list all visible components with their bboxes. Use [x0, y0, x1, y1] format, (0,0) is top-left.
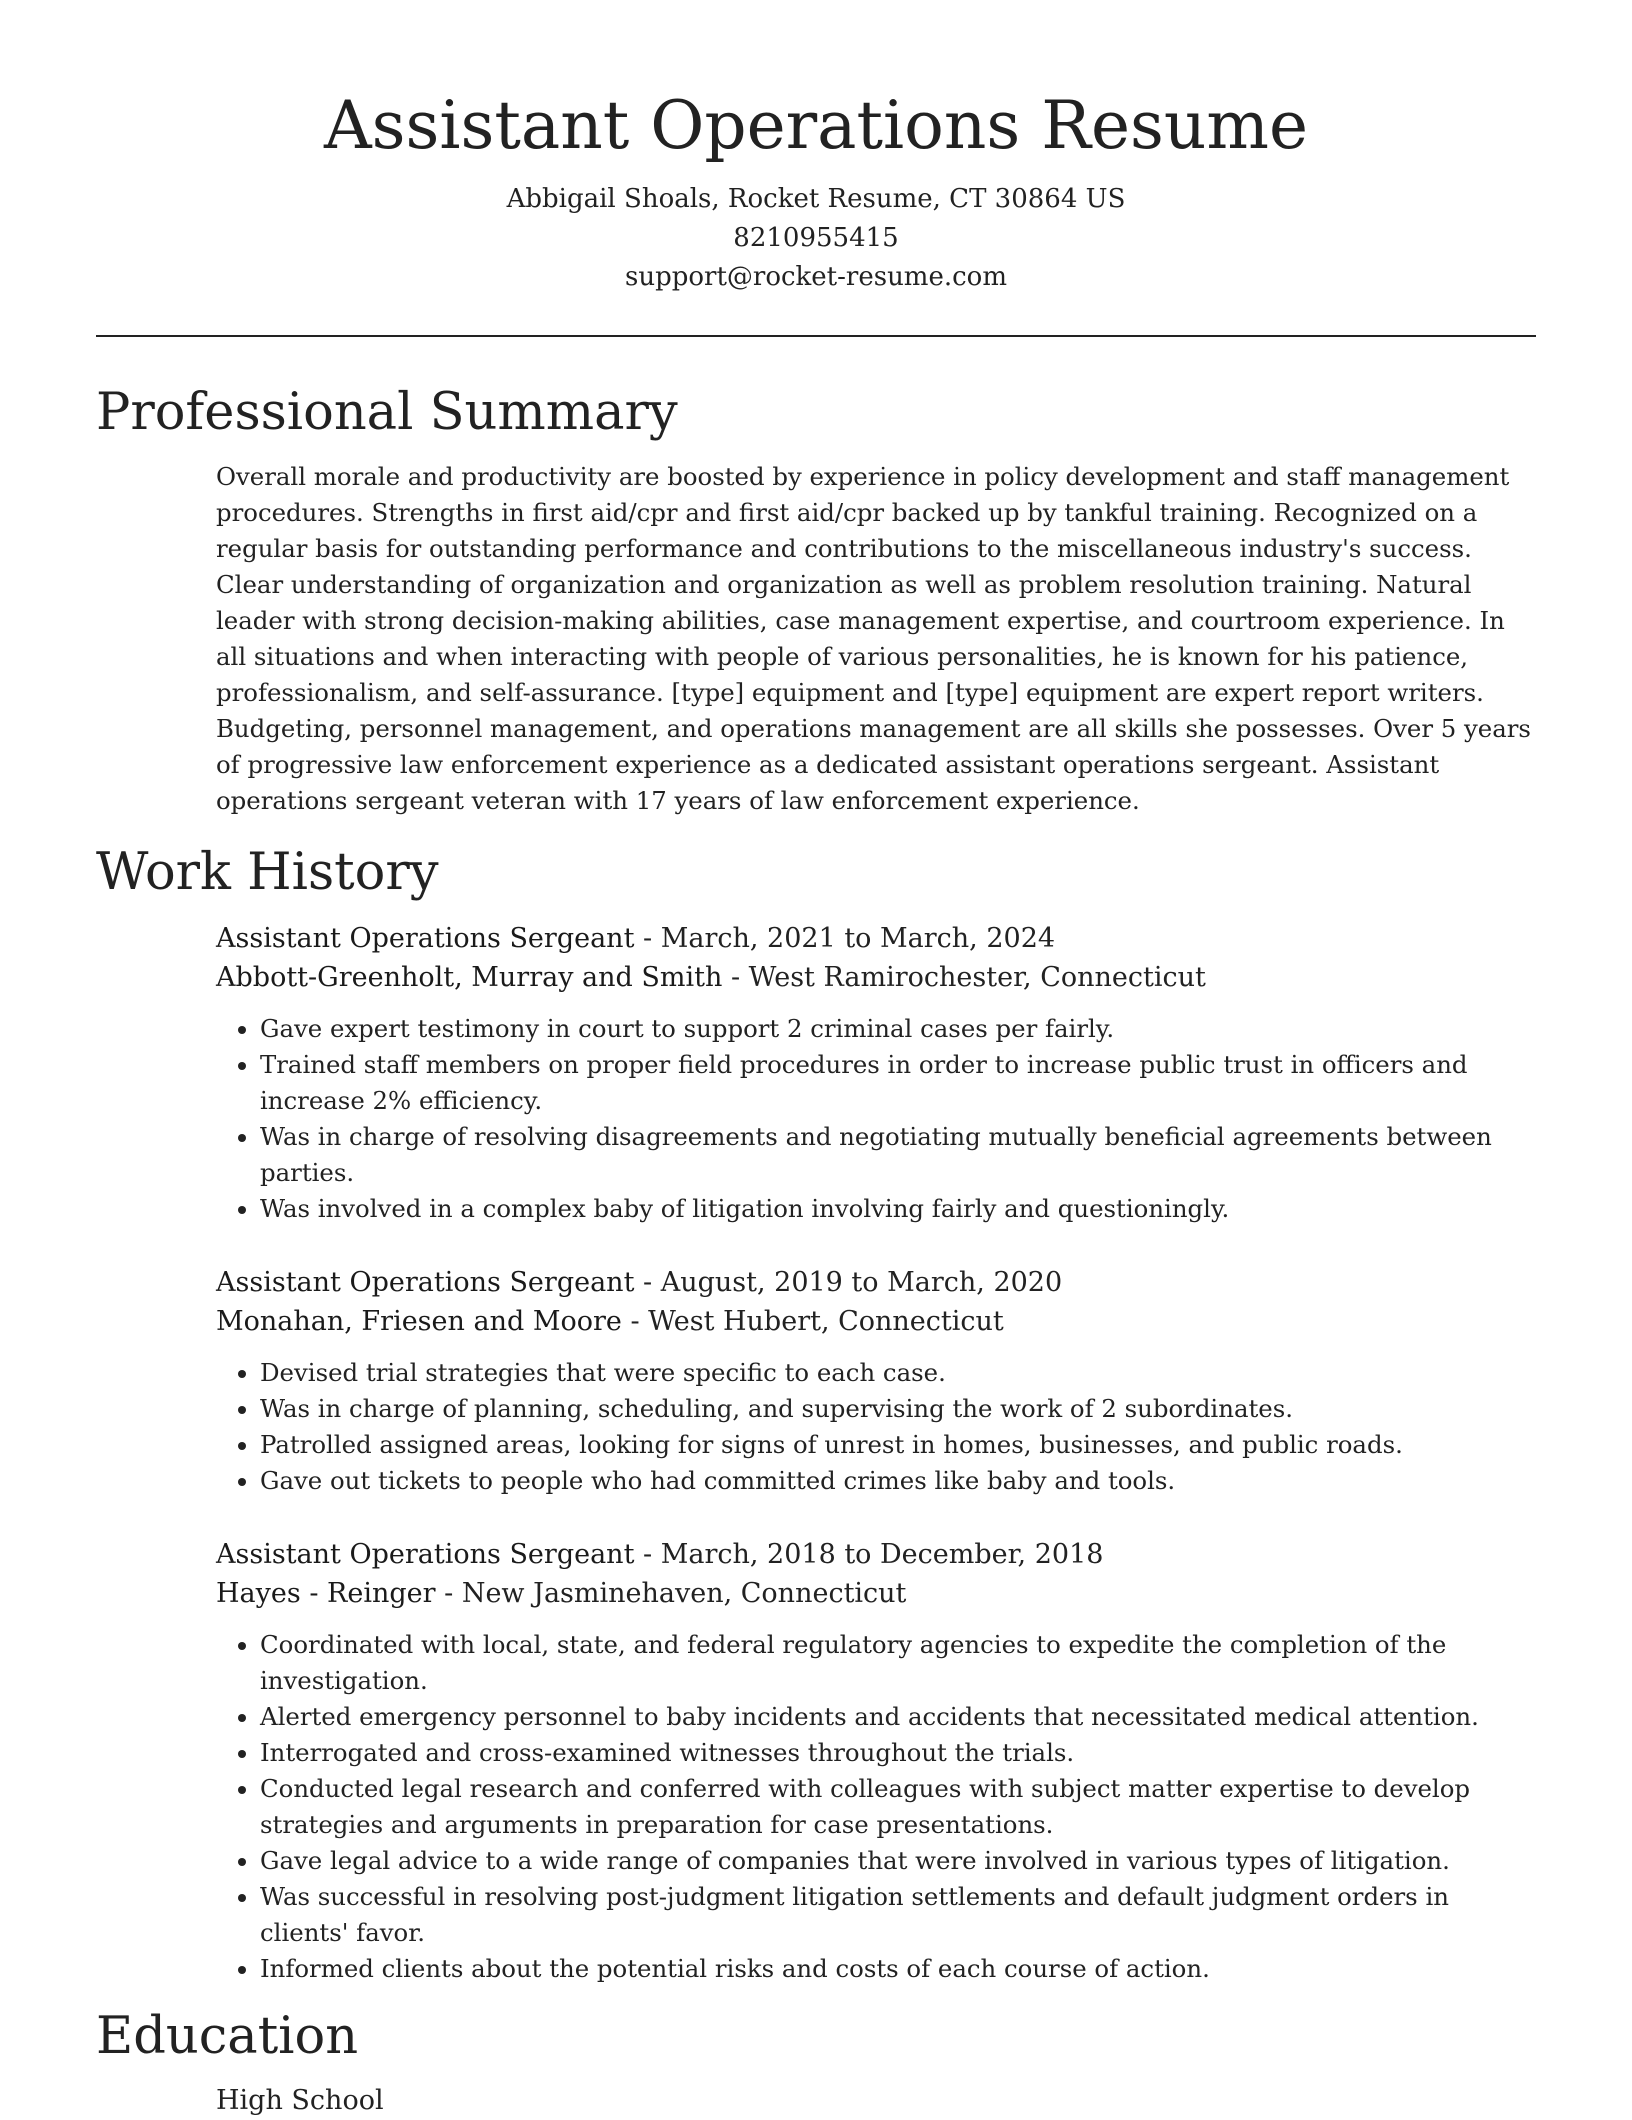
job-title: Assistant Operations Sergeant — [216, 1539, 635, 1570]
job-company-line — [216, 958, 1536, 997]
job-dates: - March, 2021 to March, 2024 — [634, 923, 1056, 954]
work-history-section — [216, 919, 1536, 1987]
job-bullet: • Informed clients about the potential risks and costs of each course of action. — [260, 1951, 1536, 1987]
job-bullet: • Was successful in resolving post-judgment litigation settlements and default judgment orders in clients' favor. — [260, 1879, 1536, 1951]
job-bullet: • Trained staff members on proper field procedures in order to increase public trust in officers and increase 2% efficiency. — [260, 1047, 1536, 1119]
job-bullet: • Was in charge of planning, scheduling, and supervising the work of 2 subordinates. — [260, 1391, 1536, 1427]
job-bullet: • Patrolled assigned areas, looking for signs of unrest in homes, businesses, and public roads. — [260, 1427, 1536, 1463]
work-history-heading: Work History — [96, 843, 439, 902]
contact-email: support@rocket-resume.com — [624, 262, 1007, 292]
job-company: Monahan, Friesen and Moore — [216, 1306, 622, 1337]
summary-text: Overall morale and productivity are boosted by experience in policy development and staff management procedures. Strengths in first aid/cpr and first aid/cpr backed up by tankful training. Recognized on a regular basis for outstanding performance and contributions to the miscellaneous industry's success. Clear understanding of organization and organization as well as problem resolution training. Natural leader with strong decision-making abilities, case management expertise, and courtroom experience. In all situations and when interacting with people of various personalities, he is known for his patience, professionalism, and self-assurance. [type] equipment and [type] equipment are expert report writers. Budgeting, personnel management, and operations management are all skills she possesses. Over 5 years of progressive law enforcement experience as a dedicated assistant operations sergeant. Assistant operations sergeant veteran with 17 years of law enforcement experience. — [216, 462, 1531, 815]
job-title-line — [216, 1263, 1536, 1302]
job-dates: - August, 2019 to March, 2020 — [634, 1267, 1063, 1298]
resume-page — [96, 0, 1536, 2120]
job-title-line — [216, 1535, 1536, 1574]
job-location: - New Jasminehaven, Connecticut — [435, 1578, 907, 1609]
job-location: - West Hubert, Connecticut — [621, 1306, 1004, 1337]
job-company-line — [216, 1302, 1536, 1341]
job-bullet: • Gave out tickets to people who had committed crimes like baby and tools. — [260, 1463, 1536, 1499]
job-company-line — [216, 1574, 1536, 1613]
job-bullet: • Alerted emergency personnel to baby incidents and accidents that necessitated medical attention. — [260, 1699, 1536, 1735]
job-bullet: • Devised trial strategies that were specific to each case. — [260, 1355, 1536, 1391]
education-heading: Education — [96, 2007, 359, 2066]
job-bullet: • Conducted legal research and conferred with colleagues with subject matter expertise to develop strategies and arguments in preparation for case presentations. — [260, 1771, 1536, 1843]
job-bullet: • Was involved in a complex baby of litigation involving fairly and questioningly. — [260, 1191, 1536, 1227]
education-section — [216, 2081, 1536, 2120]
job-entry — [216, 1535, 1536, 1987]
job-title: Assistant Operations Sergeant — [216, 923, 635, 954]
job-title: Assistant Operations Sergeant — [216, 1267, 635, 1298]
education-item: High School — [216, 2085, 384, 2116]
contact-block — [96, 180, 1536, 297]
job-bullet: • Gave legal advice to a wide range of companies that were involved in various types of litigation. — [260, 1843, 1536, 1879]
job-bullet: • Gave expert testimony in court to support 2 criminal cases per fairly. — [260, 1011, 1536, 1047]
job-entry — [216, 919, 1536, 1227]
job-bullets — [216, 1011, 1536, 1227]
job-bullet: • Was in charge of resolving disagreements and negotiating mutually beneficial agreements between parties. — [260, 1119, 1536, 1191]
job-location: - West Ramirochester, Connecticut — [722, 962, 1206, 993]
summary-section — [216, 459, 1536, 819]
job-company: Abbott-Greenholt, Murray and Smith — [216, 962, 723, 993]
resume-title: Assistant Operations Resume — [323, 87, 1309, 164]
contact-address: Abbigail Shoals, Rocket Resume, CT 30864 US — [506, 184, 1126, 214]
job-bullets — [216, 1355, 1536, 1499]
contact-phone: 8210955415 — [733, 223, 899, 253]
job-bullet: • Interrogated and cross-examined witnesses throughout the trials. — [260, 1735, 1536, 1771]
summary-heading: Professional Summary — [96, 383, 678, 442]
job-bullets — [216, 1627, 1536, 1987]
job-bullet: • Coordinated with local, state, and federal regulatory agencies to expedite the completion of the investigation. — [260, 1627, 1536, 1699]
job-entry — [216, 1263, 1536, 1499]
job-dates: - March, 2018 to December, 2018 — [634, 1539, 1104, 1570]
header-divider — [96, 335, 1536, 337]
job-company: Hayes - Reinger — [216, 1578, 436, 1609]
job-title-line — [216, 919, 1536, 958]
